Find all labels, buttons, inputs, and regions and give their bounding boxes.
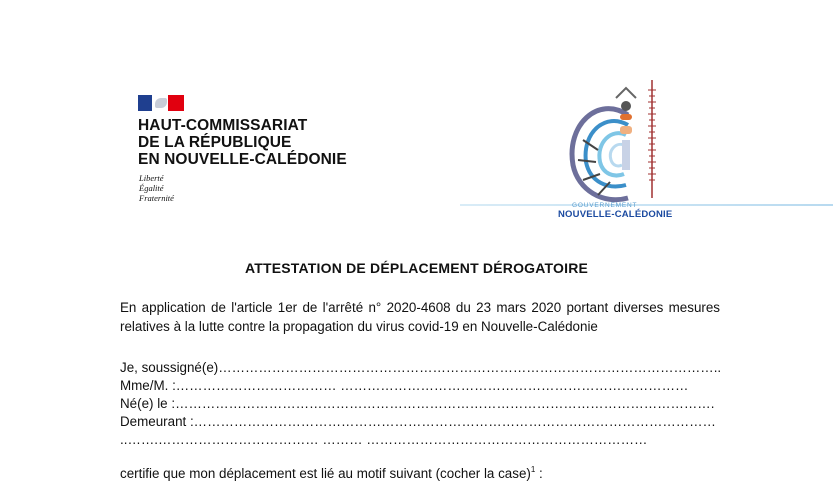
motto-fraternite: Fraternité bbox=[139, 193, 174, 203]
motto-egalite: Égalité bbox=[139, 183, 164, 193]
organization-name bbox=[138, 117, 347, 168]
field-soussigne[interactable]: Je, soussigné(e)………………………………………………………………………………………………….. bbox=[120, 360, 722, 375]
field-address[interactable]: Demeurant :……………………………………………………………………………………………………… bbox=[120, 414, 716, 429]
certify-text: certifie que mon déplacement est lié au motif suivant (cocher la case) bbox=[120, 466, 531, 481]
motto-liberte: Liberté bbox=[139, 173, 164, 183]
republic-motto bbox=[139, 173, 174, 203]
certify-end: : bbox=[535, 466, 543, 481]
government-name: NOUVELLE-CALÉDONIE bbox=[558, 209, 673, 220]
republic-flag-logo bbox=[138, 95, 184, 111]
document-title: ATTESTATION DE DÉPLACEMENT DÉROGATOIRE bbox=[244, 260, 589, 276]
field-birthdate[interactable]: Né(e) le :…………………………………………………………………………………………………………. bbox=[120, 396, 715, 411]
nouvelle-caledonie-government-logo bbox=[558, 70, 678, 220]
org-line-2: DE LA RÉPUBLIQUE bbox=[138, 134, 292, 151]
government-label: GOUVERNEMENT bbox=[572, 202, 638, 209]
certify-statement bbox=[120, 466, 543, 481]
org-line-1: HAUT-COMMISSARIAT bbox=[138, 117, 308, 134]
field-address-continued[interactable]: ..…….……………………………… ……… ……………………………………………………… bbox=[120, 432, 648, 447]
footnote-marker: 1 bbox=[530, 465, 536, 474]
intro-paragraph: En application de l'article 1er de l'arrêté n° 2020-4608 du 23 mars 2020 portant diverses mesures relatives à la lutte contre la propagation du virus covid-19 en Nouvelle-Calédonie bbox=[120, 300, 720, 334]
field-name[interactable]: Mme/M. :……………………………… …………………………………………………………………… bbox=[120, 378, 689, 393]
org-line-3: EN NOUVELLE-CALÉDONIE bbox=[138, 151, 347, 168]
